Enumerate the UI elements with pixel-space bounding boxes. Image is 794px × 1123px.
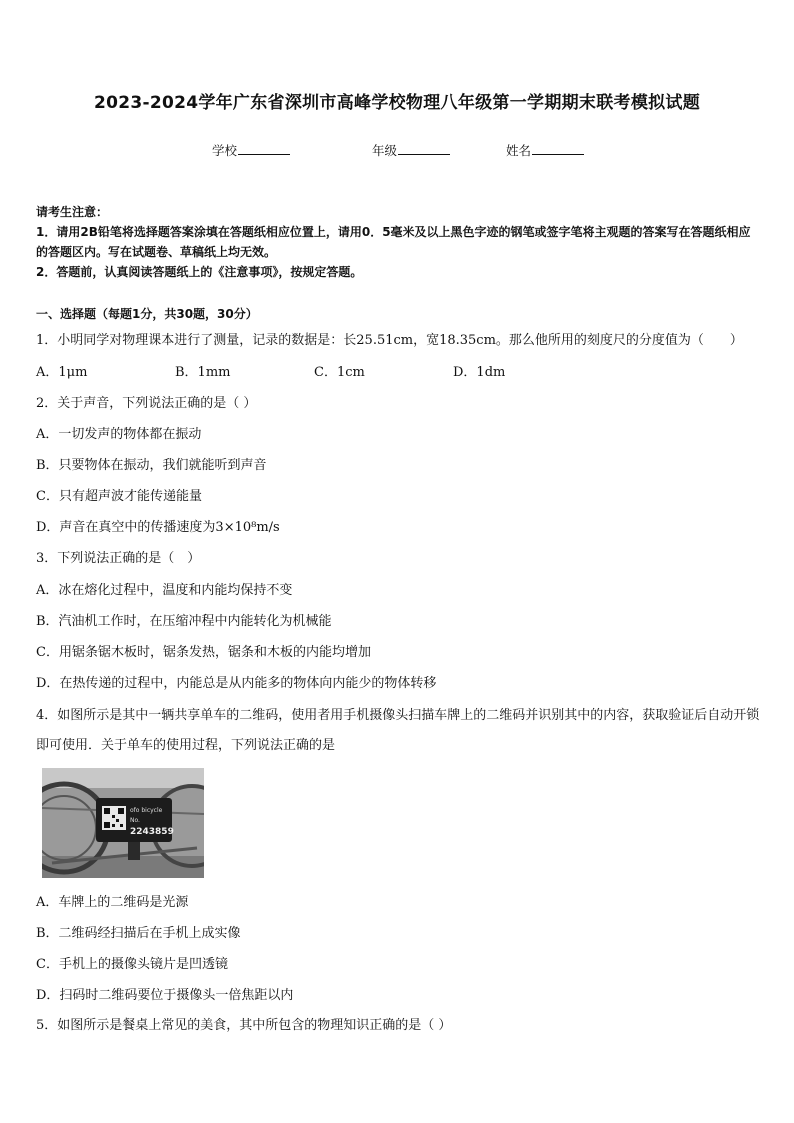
- school-blank[interactable]: [238, 142, 290, 155]
- grade-blank[interactable]: [398, 142, 450, 155]
- name-blank[interactable]: [532, 142, 584, 155]
- plate-brand-text: ofo bicycle: [130, 807, 163, 814]
- question-5-stem: 5．如图所示是餐桌上常见的美食，其中所包含的物理知识正确的是（ ）: [36, 1018, 452, 1033]
- q1-option-b[interactable]: B．1mm: [175, 365, 231, 380]
- name-label: 姓名: [506, 143, 532, 158]
- q3-option-c[interactable]: C．用锯条锯木板时，锯条发热，锯条和木板的内能均增加: [36, 645, 371, 660]
- q3-option-a[interactable]: A．冰在熔化过程中，温度和内能均保持不变: [36, 583, 293, 598]
- question-3-stem: 3．下列说法正确的是（ ）: [36, 551, 201, 566]
- q3-option-d[interactable]: D．在热传递的过程中，内能总是从内能多的物体向内能少的物体转移: [36, 676, 437, 691]
- notice-heading: 请考生注意：: [36, 205, 109, 219]
- q2-option-d[interactable]: D．声音在真空中的传播速度为3×10⁸m/s: [36, 520, 280, 535]
- grade-label: 年级: [372, 143, 398, 158]
- school-field[interactable]: [212, 141, 290, 159]
- q4-option-a[interactable]: A．车牌上的二维码是光源: [36, 895, 189, 910]
- q2-option-b[interactable]: B．只要物体在振动，我们就能听到声音: [36, 458, 267, 473]
- notice-item-1: 1．请用2B铅笔将选择题答案涂填在答题纸相应位置上，请用0．5毫米及以上黑色字迹的钢笔或签字笔将主观题的答案写在答题纸相应的答题区内。写在试题卷、草稿纸上均无效。: [36, 225, 751, 259]
- q2-option-a[interactable]: A．一切发声的物体都在振动: [36, 427, 202, 442]
- q1-option-c[interactable]: C．1cm: [314, 365, 365, 380]
- plate-number-text: 2243859: [130, 827, 174, 837]
- school-label: 学校: [212, 143, 238, 158]
- notice-item-2: 2．答题前，认真阅读答题纸上的《注意事项》，按规定答题。: [36, 265, 363, 279]
- q4-option-c[interactable]: C．手机上的摄像头镜片是凹透镜: [36, 957, 228, 972]
- question-2-stem: 2．关于声音，下列说法正确的是（ ）: [36, 396, 257, 411]
- q1-option-a[interactable]: A．1μm: [36, 365, 88, 380]
- shared-bike-qr-photo: [42, 768, 204, 878]
- question-4-stem: 4．如图所示是其中一辆共享单车的二维码，使用者用手机摄像头扫描车牌上的二维码并识别其中的内容，获取验证后自动开锁即可使用．关于单车的使用过程，下列说法正确的是: [36, 708, 760, 753]
- student-info-row: [0, 141, 794, 161]
- q3-option-b[interactable]: B．汽油机工作时，在压缩冲程中内能转化为机械能: [36, 614, 332, 629]
- q4-option-b[interactable]: B．二维码经扫描后在手机上成实像: [36, 926, 241, 941]
- plate-no-label: No.: [130, 817, 140, 824]
- name-field[interactable]: [506, 141, 584, 159]
- q2-option-c[interactable]: C．只有超声波才能传递能量: [36, 489, 202, 504]
- question-1-stem: 1．小明同学对物理课本进行了测量，记录的数据是：长25.51cm，宽18.35cm。那么他所用的刻度尺的分度值为（ ）: [36, 333, 743, 348]
- bike-photo-illustration: [42, 768, 204, 878]
- section-heading: 一、选择题（每题1分，共30题，30分）: [36, 307, 258, 321]
- q4-option-d[interactable]: D．扫码时二维码要位于摄像头一倍焦距以内: [36, 988, 294, 1003]
- exam-notice: [36, 202, 760, 282]
- page-title: 2023-2024学年广东省深圳市高峰学校物理八年级第一学期期末联考模拟试题: [93, 93, 701, 113]
- q1-option-d[interactable]: D．1dm: [453, 365, 506, 380]
- grade-field[interactable]: [372, 141, 450, 159]
